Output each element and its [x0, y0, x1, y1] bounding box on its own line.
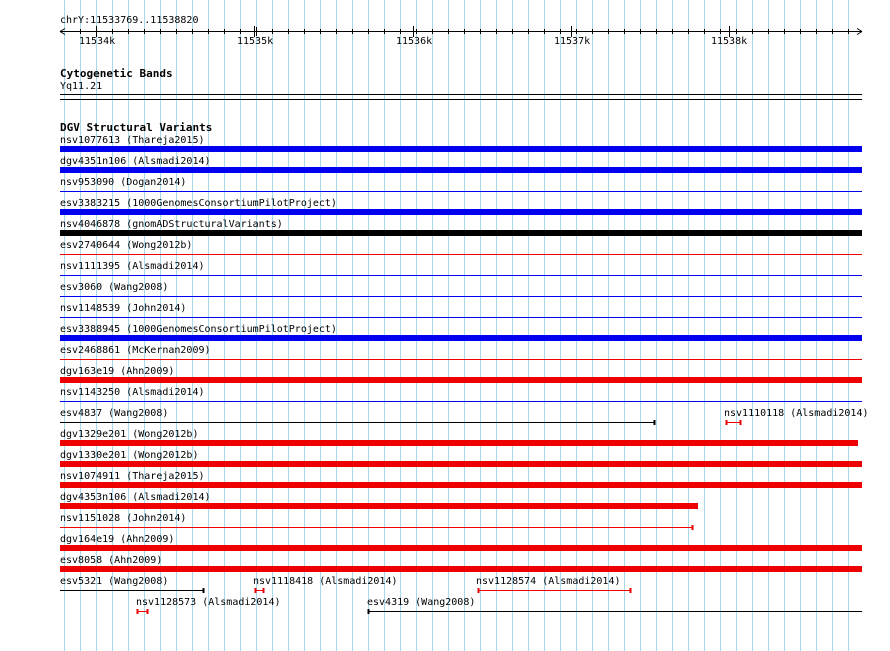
feature-label[interactable]: nsv4046878 (gnomADStructuralVariants) [60, 219, 283, 230]
feature-label[interactable]: nsv953090 (Dogan2014) [60, 177, 187, 188]
feature-label[interactable]: nsv1128574 (Alsmadi2014) [476, 576, 621, 587]
feature-bar [60, 566, 862, 572]
feature-bar [60, 461, 862, 467]
feature-bar [60, 545, 862, 551]
feature-label[interactable]: esv3388945 (1000GenomesConsortiumPilotProject) [60, 324, 337, 335]
feature-bar [60, 209, 862, 215]
ruler-tick-label: 11536k [396, 36, 433, 47]
feature-bar [60, 482, 862, 488]
feature-bar [60, 440, 858, 446]
feature-label[interactable]: esv2468861 (McKernan2009) [60, 345, 211, 356]
feature-bar [60, 377, 862, 383]
feature-label[interactable]: esv4837 (Wang2008) [60, 408, 169, 419]
feature-label[interactable]: nsv1118418 (Alsmadi2014) [253, 576, 398, 587]
ruler-tick-label: 11534k [79, 36, 116, 47]
feature-label[interactable]: esv4319 (Wang2008) [367, 597, 476, 608]
feature-label[interactable]: esv2740644 (Wong2012b) [60, 240, 193, 251]
feature-bar [60, 230, 862, 236]
feature-bar [60, 335, 862, 341]
feature-label[interactable]: nsv1077613 (Thareja2015) [60, 135, 205, 146]
feature-label[interactable]: nsv1074911 (Thareja2015) [60, 471, 205, 482]
ruler-tick-label: 11535k [237, 36, 274, 47]
feature-label[interactable]: dgv4353n106 (Alsmadi2014) [60, 492, 211, 503]
feature-label[interactable]: esv8058 (Ahn2009) [60, 555, 163, 566]
cytoband-track-title: Cytogenetic Bands [60, 67, 173, 80]
feature-label[interactable]: esv3383215 (1000GenomesConsortiumPilotProject) [60, 198, 337, 209]
feature-label[interactable]: nsv1151028 (John2014) [60, 513, 187, 524]
feature-label[interactable]: nsv1110118 (Alsmadi2014) [724, 408, 869, 419]
feature-label[interactable]: dgv1329e201 (Wong2012b) [60, 429, 199, 440]
feature-label[interactable]: nsv1111395 (Alsmadi2014) [60, 261, 205, 272]
feature-label[interactable]: esv3060 (Wang2008) [60, 282, 169, 293]
ruler-tick-label: 11537k [554, 36, 591, 47]
feature-label[interactable]: dgv1330e201 (Wong2012b) [60, 450, 199, 461]
feature-label[interactable]: nsv1143250 (Alsmadi2014) [60, 387, 205, 398]
feature-bar [60, 503, 698, 509]
feature-label[interactable]: dgv164e19 (Ahn2009) [60, 534, 175, 545]
feature-label[interactable]: nsv1128573 (Alsmadi2014) [136, 597, 281, 608]
feature-label[interactable]: esv5321 (Wang2008) [60, 576, 169, 587]
feature-label[interactable]: dgv4351n106 (Alsmadi2014) [60, 156, 211, 167]
feature-bar [60, 146, 862, 152]
ruler-region-label: chrY:11533769..11538820 [60, 15, 199, 26]
cytoband-label[interactable]: Yq11.21 [60, 81, 103, 92]
dgv-track-title: DGV Structural Variants [60, 121, 213, 134]
feature-bar [60, 167, 862, 173]
feature-label[interactable]: nsv1148539 (John2014) [60, 303, 187, 314]
feature-label[interactable]: dgv163e19 (Ahn2009) [60, 366, 175, 377]
ruler-tick-label: 11538k [711, 36, 748, 47]
